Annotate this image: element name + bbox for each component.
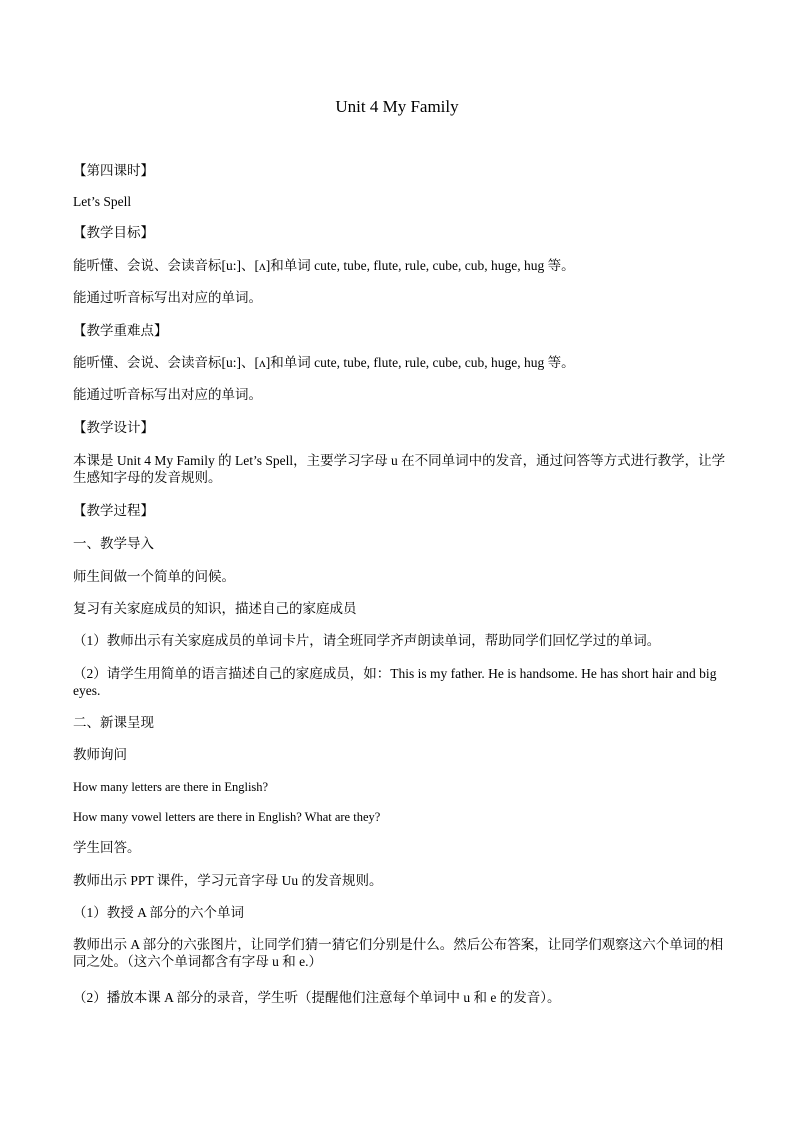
section-heading-design: 【教学设计】 bbox=[73, 420, 154, 435]
teacher-asks: 教师询问 bbox=[73, 747, 127, 762]
intro-review: 复习有关家庭成员的知识，描述自己的家庭成员 bbox=[73, 601, 357, 616]
key-point-1: 能听懂、会说、会读音标[u:]、[ʌ]和单词 cute, tube, flute, rule, cube, cub, huge, hug 等。 bbox=[73, 355, 575, 370]
question-1: How many letters are there in English? bbox=[73, 780, 269, 794]
teach-step-1-detail: 教师出示 A 部分的六张图片，让同学们猜一猜它们分别是什么。然后公布答案，让同学们观察这六个单词的相同之处。（这六个单词都含有字母 u 和 e.） bbox=[73, 937, 724, 969]
objective-1: 能听懂、会说、会读音标[u:]、[ʌ]和单词 cute, tube, flute, rule, cube, cub, huge, hug 等。 bbox=[73, 258, 575, 273]
teach-step-1: （1）教授 A 部分的六个单词 bbox=[73, 905, 245, 920]
document-title: Unit 4 My Family bbox=[335, 97, 459, 116]
section-heading-lesson: 【第四课时】 bbox=[73, 163, 154, 178]
teach-step-2: （2）播放本课 A 部分的录音，学生听（提醒他们注意每个单词中 u 和 e 的发音）。 bbox=[73, 990, 561, 1005]
step-heading-intro: 一、教学导入 bbox=[73, 536, 154, 551]
intro-step-2: （2）请学生用简单的语言描述自己的家庭成员，如：This is my father. He is handsome. He has short hair and big eyes. bbox=[73, 666, 717, 698]
question-2: How many vowel letters are there in English? What are they? bbox=[73, 810, 381, 824]
step-heading-new-lesson: 二、新课呈现 bbox=[73, 715, 154, 730]
design-paragraph: 本课是 Unit 4 My Family 的 Let’s Spell，主要学习字母 u 在不同单词中的发音，通过问答等方式进行教学，让学生感知字母的发音规则。 bbox=[73, 453, 726, 485]
ppt-rule: 教师出示 PPT 课件，学习元音字母 Uu 的发音规则。 bbox=[73, 873, 383, 888]
intro-greeting: 师生间做一个简单的问候。 bbox=[73, 569, 235, 584]
section-heading-key-points: 【教学重难点】 bbox=[73, 323, 168, 338]
section-heading-objectives: 【教学目标】 bbox=[73, 225, 154, 240]
objective-2: 能通过听音标写出对应的单词。 bbox=[73, 290, 262, 305]
key-point-2: 能通过听音标写出对应的单词。 bbox=[73, 387, 262, 402]
section-heading-process: 【教学过程】 bbox=[73, 503, 154, 518]
intro-step-1: （1）教师出示有关家庭成员的单词卡片，请全班同学齐声朗读单词，帮助同学们回忆学过的单词。 bbox=[73, 633, 661, 648]
lesson-subtitle: Let’s Spell bbox=[73, 194, 132, 209]
students-answer: 学生回答。 bbox=[73, 840, 141, 855]
